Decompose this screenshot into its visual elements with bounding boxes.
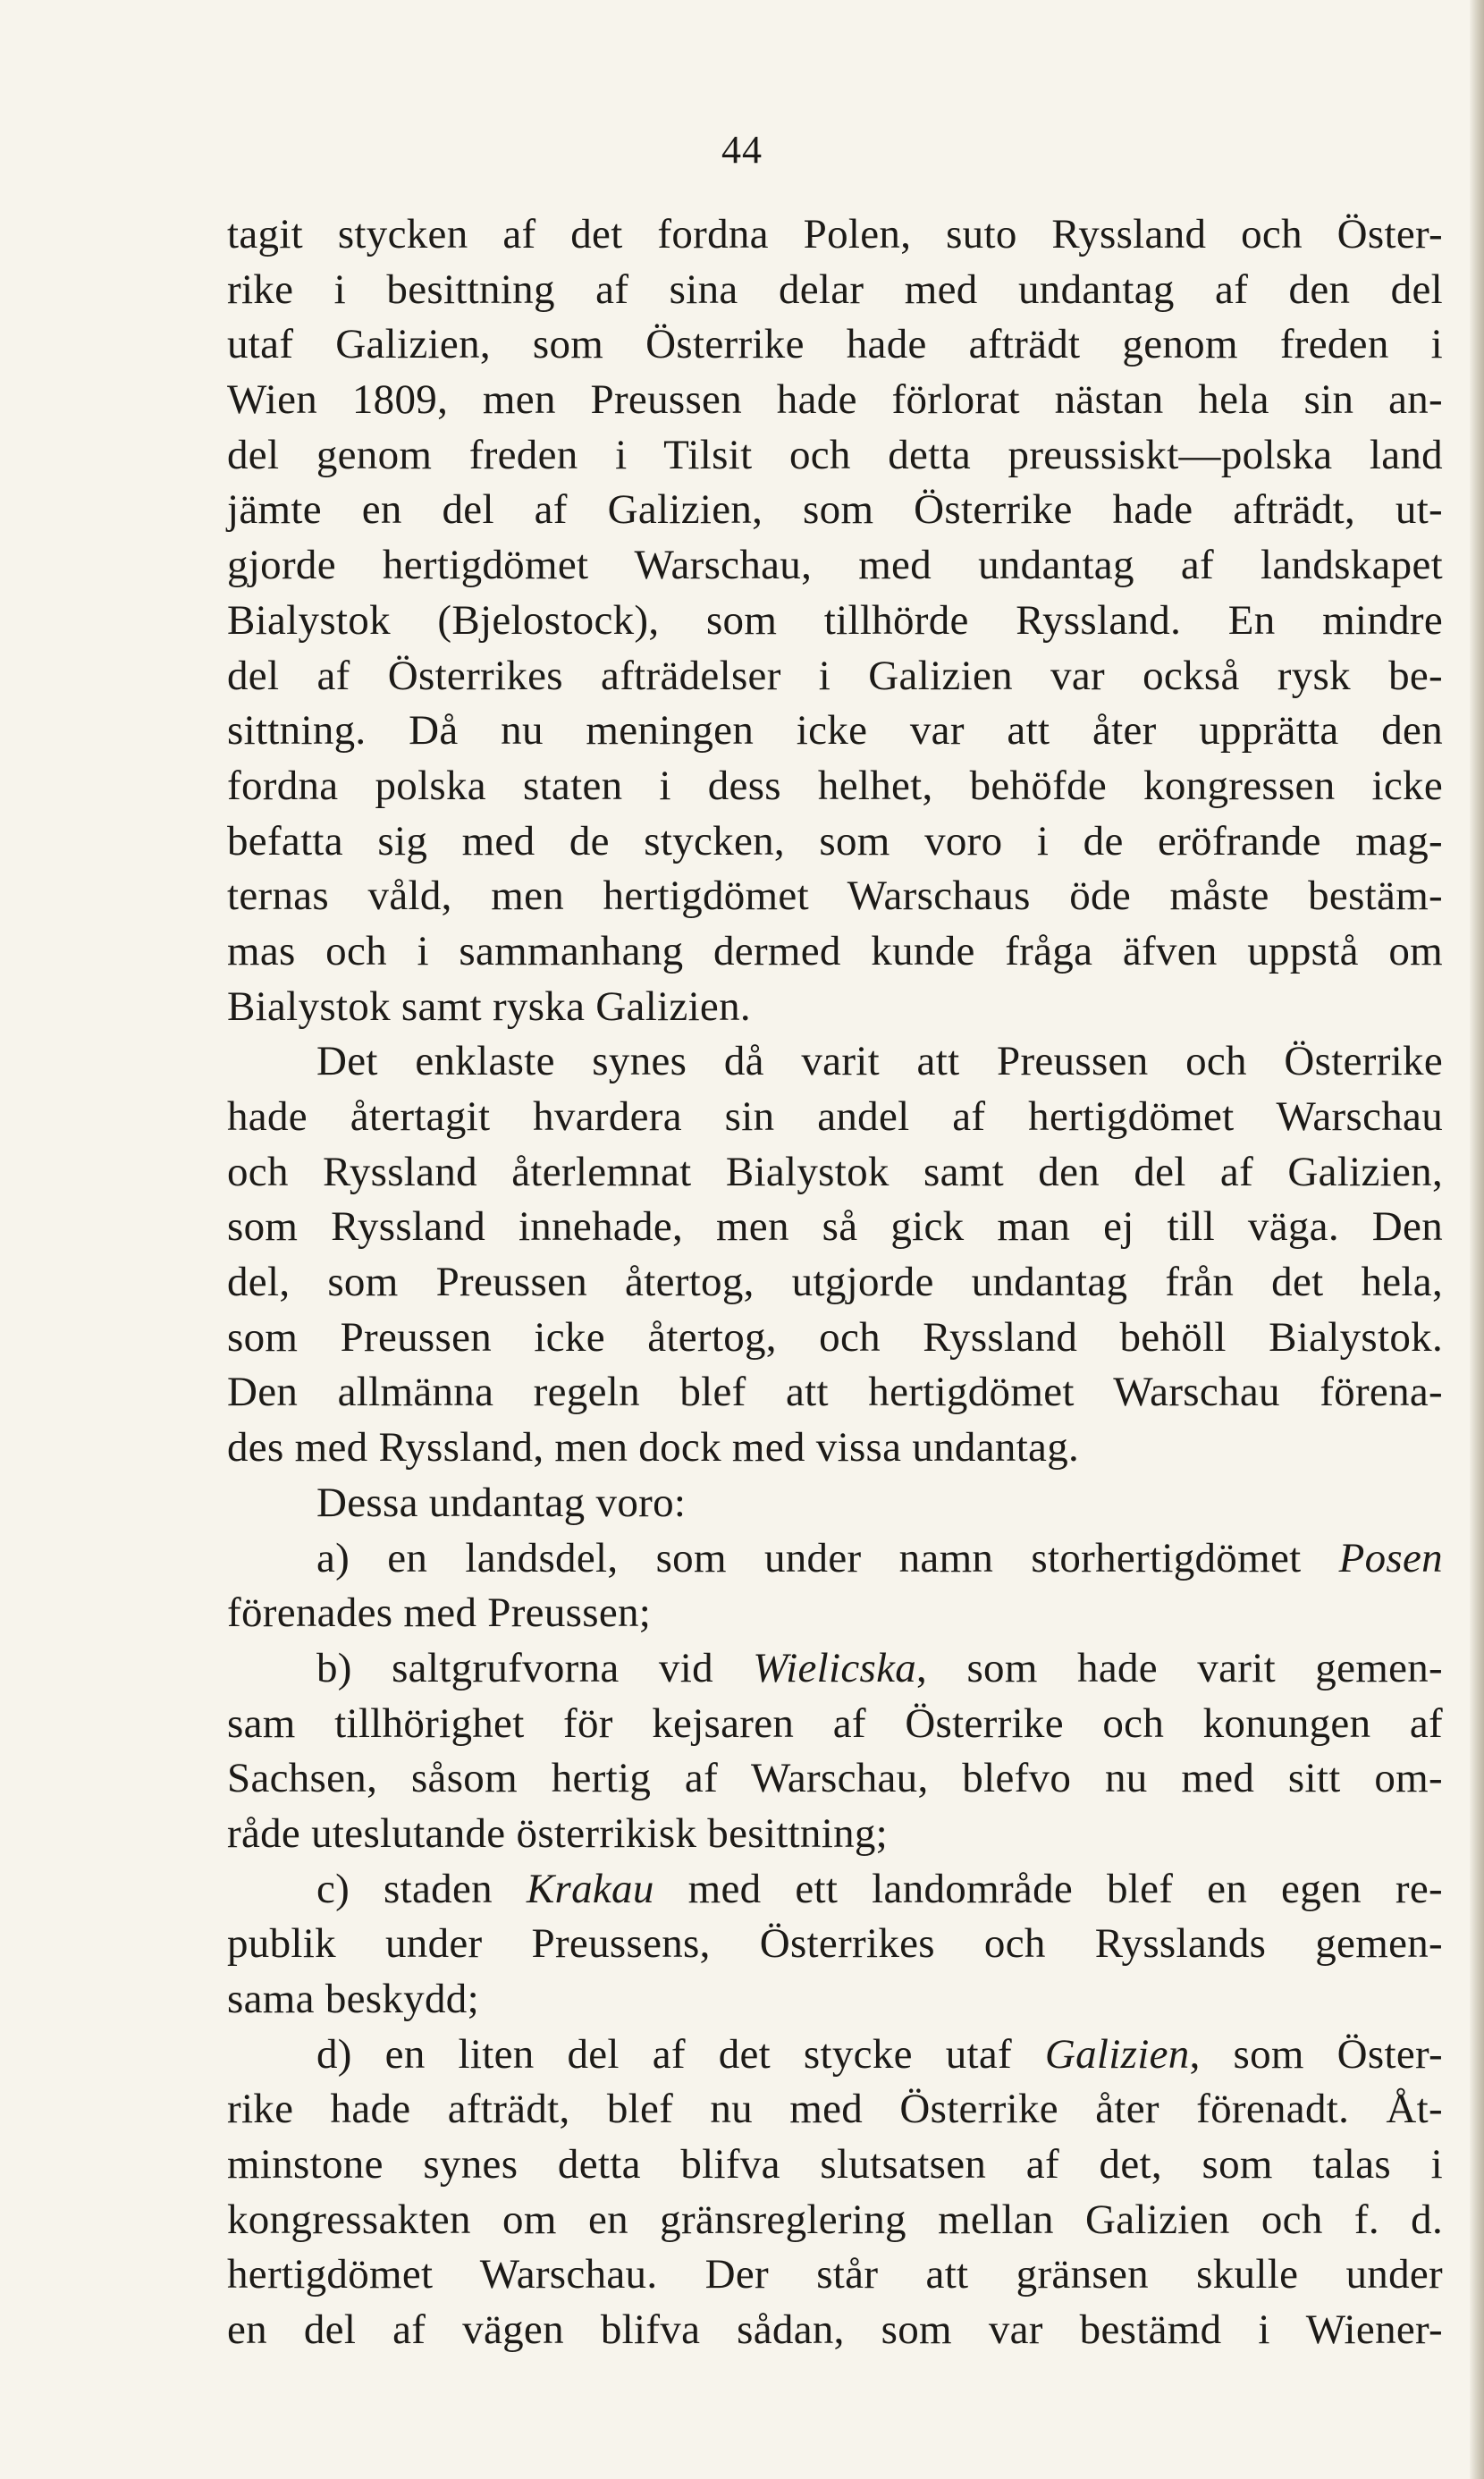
text-line: förenades med Preussen; <box>227 1589 652 1637</box>
line-text: a) en landsdel, som under namn storhertigdömet <box>316 1534 1339 1581</box>
line-text: , som Öster- <box>1189 2030 1443 2078</box>
line-text: c) staden <box>316 1865 527 1912</box>
text-line <box>227 2028 1443 2083</box>
place-name: Galizien <box>1044 2030 1190 2078</box>
text-line: befatta sig med de stycken, som voro i de eröfrande mag- <box>227 817 1443 864</box>
text-line: minstone synes detta blifva slutsatsen af det, som talas i <box>227 2141 1443 2188</box>
line-text: d) en liten del af det stycke utaf <box>316 2030 1045 2078</box>
place-name: Posen <box>1338 1534 1443 1581</box>
text-line: Den allmänna regeln blef att hertigdömet Warschau förena- <box>227 1369 1443 1416</box>
text-line: och Ryssland återlemnat Bialystok samt den del af Galizien, <box>227 1148 1443 1195</box>
text-line: mas och i sammanhang dermed kunde fråga äfven uppstå om <box>227 927 1443 974</box>
line-text: med ett landområde blef en egen re- <box>653 1865 1443 1912</box>
text-line: Bialystok (Bjelostock), som tillhörde Ryssland. En mindre <box>227 596 1443 644</box>
text-line: des med Ryssland, men dock med vissa undantag. <box>227 1424 1080 1471</box>
text-line: del af Österrikes afträdelser i Galizien var också rysk be- <box>227 652 1443 699</box>
text-line: en del af vägen blifva sådan, som var bestämd i Wiener- <box>227 2306 1443 2354</box>
page-edge <box>1470 0 1484 2479</box>
text-line: sam tillhörighet för kejsaren af Österrike och konungen af <box>227 1699 1443 1747</box>
place-name: Krakau <box>526 1865 654 1912</box>
text-line: råde uteslutande österrikisk besittning; <box>227 1809 889 1857</box>
text-line: hade återtagit hvardera sin andel af hertigdömet Warschau <box>227 1093 1443 1140</box>
page-number: 44 <box>721 128 763 172</box>
line-text: b) saltgrufvorna vid <box>316 1644 754 1691</box>
text-line: som Preussen icke återtog, och Ryssland behöll Bialystok. <box>227 1313 1443 1361</box>
text-line: sama beskydd; <box>227 1976 479 2022</box>
text-line: jämte en del af Galizien, som Österrike hade afträdt, ut- <box>227 486 1443 534</box>
text-line: hertigdömet Warschau. Der står att gränsen skulle under <box>227 2251 1443 2298</box>
text-line: fordna polska staten i dess helhet, behöfde kongressen icke <box>227 762 1443 809</box>
text-line <box>227 1531 1443 1587</box>
text-line: tagit stycken af det fordna Polen, suto Ryssland och Öster- <box>227 211 1443 257</box>
line-text: , som hade varit gemen- <box>916 1644 1444 1691</box>
text-line <box>227 1641 1443 1697</box>
text-line: Bialystok samt ryska Galizien. <box>227 982 751 1030</box>
body-text <box>227 207 1443 2358</box>
text-line: kongressakten om en gränsreglering mellan Galizien och f. d. <box>227 2196 1443 2243</box>
text-line: Dessa undantag voro: <box>316 1479 687 1526</box>
text-line: publik under Preussens, Österrikes och Rysslands gemen- <box>227 1920 1443 1968</box>
text-line: utaf Galizien, som Österrike hade afträdt genom freden i <box>227 321 1443 368</box>
text-line: rike i besittning af sina delar med undantag af den del <box>227 266 1443 313</box>
text-line: del, som Preussen återtog, utgjorde undantag från det hela, <box>227 1259 1443 1306</box>
text-line: sittning. Då nu meningen icke var att åter upprätta den <box>227 707 1443 755</box>
text-line <box>227 1862 1443 1918</box>
place-name: Wielicska <box>753 1644 917 1691</box>
text-line: Wien 1809, men Preussen hade förlorat nästan hela sin an- <box>227 376 1443 424</box>
text-line: Sachsen, såsom hertig af Warschau, blefvo nu med sitt om- <box>227 1755 1443 1802</box>
text-line: ternas våld, men hertigdömet Warschaus öde måste bestäm- <box>227 873 1443 920</box>
text-line: gjorde hertigdömet Warschau, med undantag af landskapet <box>227 542 1443 589</box>
text-line: som Ryssland innehade, men så gick man ej till väga. Den <box>227 1203 1443 1251</box>
text-line: rike hade afträdt, blef nu med Österrike åter förenadt. Åt- <box>227 2086 1443 2133</box>
text-line: del genom freden i Tilsit och detta preussiskt—polska land <box>227 431 1443 478</box>
text-line: Det enklaste synes då varit att Preussen och Österrike <box>316 1038 1443 1085</box>
